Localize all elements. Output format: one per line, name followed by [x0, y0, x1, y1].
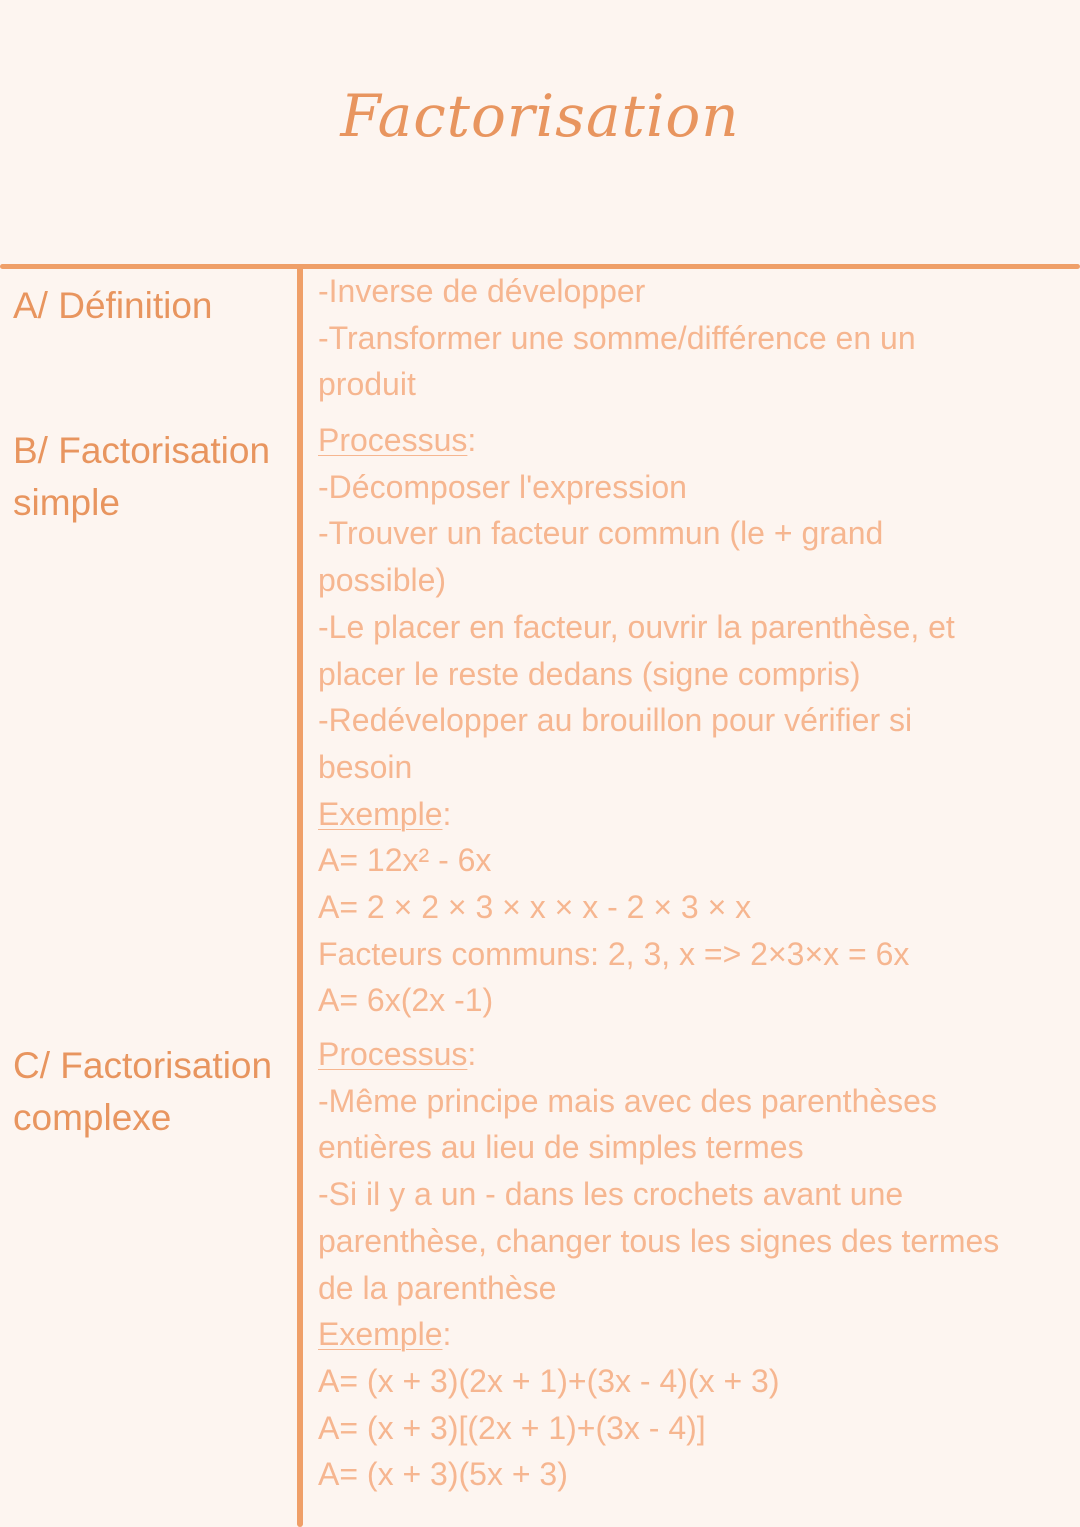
vertical-rule	[297, 266, 303, 1527]
definition-line: -Transformer une somme/différence en un	[318, 319, 916, 356]
example-line: A= 6x(2x -1)	[318, 982, 494, 1019]
process-line: -Décomposer l'expression	[318, 468, 687, 505]
process-line: -Trouver un facteur commun (le + grand	[318, 515, 884, 552]
section-b-heading	[13, 425, 293, 529]
example-line: A= (x + 3)(2x + 1)+(3x - 4)(x + 3)	[318, 1362, 780, 1399]
example-line: A= 12x² - 6x	[318, 842, 492, 879]
heading-line: A/ Définition	[13, 285, 213, 326]
example-line: A= (x + 3)(5x + 3)	[318, 1456, 568, 1493]
heading-line: C/ Factorisation	[13, 1045, 273, 1086]
process-label: Processus	[318, 422, 468, 458]
process-line: de la parenthèse	[318, 1269, 557, 1306]
process-line: placer le reste dedans (signe compris)	[318, 655, 861, 692]
heading-line: complexe	[13, 1097, 172, 1138]
page-title: Factorisation	[340, 82, 740, 150]
example-label: Exemple	[318, 1316, 443, 1353]
process-line: parenthèse, changer tous les signes des termes	[318, 1222, 1000, 1259]
example-line: Facteurs communs: 2, 3, x => 2×3×x = 6x	[318, 935, 910, 972]
process-line: -Redévelopper au brouillon pour vérifier si	[318, 702, 913, 739]
section-b-content	[318, 417, 1063, 1024]
heading-line: simple	[13, 482, 120, 523]
process-line: -Le placer en facteur, ouvrir la parenthèse, et	[318, 608, 955, 645]
definition-line: produit	[318, 366, 416, 403]
section-c-heading	[13, 1040, 293, 1144]
section-a-content	[318, 268, 1063, 408]
process-line: entières au lieu de simples termes	[318, 1129, 804, 1166]
process-line: besoin	[318, 748, 413, 785]
example-line: A= (x + 3)[(2x + 1)+(3x - 4)]	[318, 1409, 706, 1446]
process-line: -Si il y a un - dans les crochets avant une	[318, 1176, 904, 1213]
process-label: Processus	[318, 1036, 468, 1072]
example-label-line: Exemple:	[318, 795, 452, 832]
example-line: A= 2 × 2 × 3 × x × x - 2 × 3 × x	[318, 889, 752, 926]
process-label-line: Processus:	[318, 1036, 477, 1072]
process-line: possible)	[318, 562, 447, 599]
process-label-line: Processus:	[318, 422, 477, 458]
section-a-heading	[13, 280, 293, 332]
definition-line: -Inverse de développer	[318, 273, 646, 309]
heading-line: B/ Factorisation	[13, 430, 271, 471]
section-c-content	[318, 1031, 1063, 1498]
example-label: Exemple	[318, 795, 443, 832]
example-label-line: Exemple:	[318, 1316, 452, 1353]
process-line: -Même principe mais avec des parenthèses	[318, 1082, 937, 1119]
